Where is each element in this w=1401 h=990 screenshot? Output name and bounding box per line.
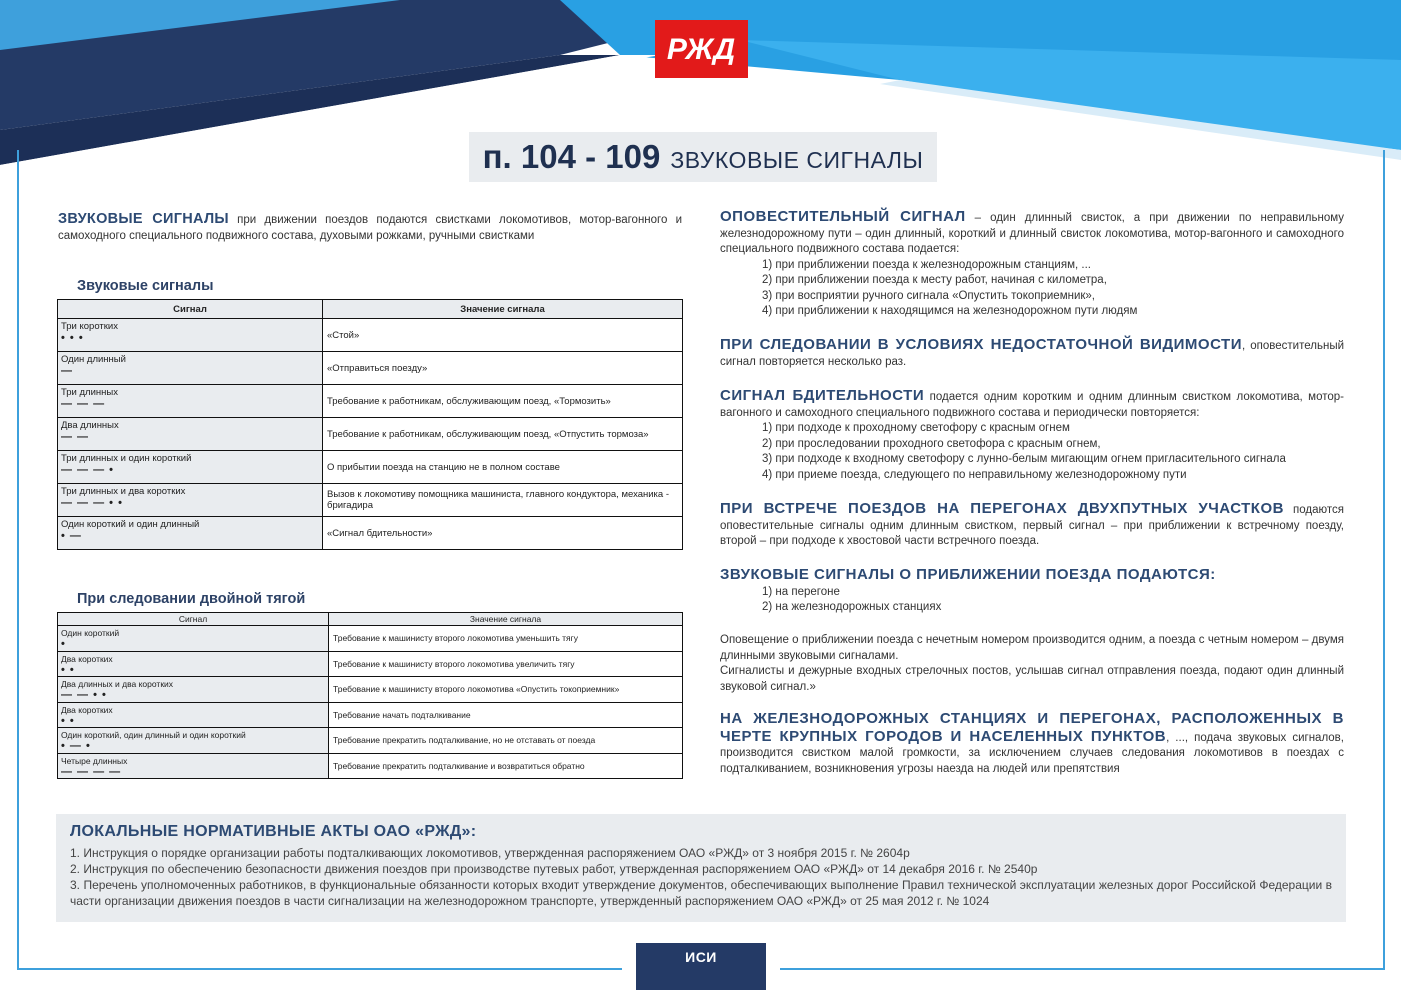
signal-cell [58,677,329,703]
signal-cell [58,702,329,728]
signal-name: Два коротких [61,704,113,715]
signal-name: Один короткий [61,628,120,638]
cities-lead: НА ЖЕЛЕЗНОДОРОЖНЫХ СТАНЦИЯХ И ПЕРЕГОНАХ, РАСПОЛОЖЕННЫХ В ЧЕРТЕ КРУПНЫХ ГОРОДОВ И НАСЕЛЕННЫХ ПУНКТОВ [720,710,1344,745]
signal-cell [58,517,323,550]
signal-name: Два коротких [61,653,113,664]
frame-right [1383,150,1385,970]
intro-paragraph [58,211,682,244]
notice-paragraph-2: Сигналисты и дежурные входных стрелочных постов, услышав сигнал отправления поезда, подают один длинный звуковой сигнал.» [720,665,1344,693]
local-act-item: 3. Перечень уполномоченных работников, в функциональные обязанности которых входит утверждение документов, обеспечивающих выполнение Правил технической эксплуатации железных дорог Российской Федерации в части организации движения поездов в части сигнализации на железнодорожном транспорте, утвержденный распоряжением ОАО «РЖД» от 25 мая 2012 г. № 1024 [70,878,1332,908]
meaning-cell: Требование к машинисту второго локомотива уменьшить тягу [329,626,683,652]
signal-name: Три длинных [61,387,118,398]
list-item: 3) при подходе к входному светофору с лунно-белым мигающим огнем пригласительного сигнала [762,453,1286,465]
list-item: 2) на железнодорожных станциях [762,601,942,613]
local-act-item: 2. Инструкция по обеспечению безопасности движения поездов при производстве путевых работ, утвержденная распоряжением ОАО «РЖД» от 14 декабря 2016 г. № 2540р [70,862,1038,876]
meaning-cell: Требование к работникам, обслуживающим поезд, «Тормозить» [323,385,683,418]
meaning-cell: Требование к работникам, обслуживающим поезд, «Отпустить тормоза» [323,418,683,451]
meaning-cell: Требование к машинисту второго локомотива увеличить тягу [329,651,683,677]
approach-section [720,567,1344,616]
table2-body [58,626,683,779]
meaning-cell: О прибытии поезда на станцию не в полном составе [323,451,683,484]
signal-cell [58,352,323,385]
warning-text: – один длинный свисток, а при движении по неправильному железнодорожному пути – один длинный, короткий и длинный свисток локомотива, мотор-вагонного и самоходного специального подвижного состава подается: [720,212,1345,255]
list-item: 2) при приближении поезда к месту работ, начиная с километра, [762,274,1107,286]
list-item: 4) при приеме поезда, следующего по неправильному железнодорожному пути [762,468,1187,481]
list-item: 2) при проследовании проходного светофора с красным огнем, [762,437,1101,450]
table2-header-meaning: Значение сигнала [329,613,683,626]
list-item: 1) на перегоне [762,585,840,598]
frame-bottom-left [17,968,622,970]
local-acts-title: ЛОКАЛЬНЫЕ НОРМАТИВНЫЕ АКТЫ ОАО «РЖД»: [70,823,477,840]
signal-cell [58,451,323,484]
visibility-section [720,337,1344,370]
signal-mark: — — — [61,398,106,410]
signal-name: Два длинных [61,420,119,431]
signal-mark: • • • [61,332,84,344]
table-row [58,319,683,352]
meaning-cell: Требование начать подталкивание [329,702,683,728]
signal-name: Три коротких [61,321,118,332]
rzd-logo-mark [655,20,748,78]
vigilance-text: подается одним коротким и одним длинным свистком локомотива, мотор-вагонного и самоходного специального подвижного состава и периодически повторяется: [720,391,1344,419]
approach-lead: ЗВУКОВЫЕ СИГНАЛЫ О ПРИБЛИЖЕНИИ ПОЕЗДА ПОДАЮТСЯ: [720,566,1216,583]
signal-cell [58,319,323,352]
table-row [58,451,683,484]
rzd-logo [655,20,748,78]
table-row [58,728,683,754]
meaning-cell: «Стой» [323,319,683,352]
table1-header-signal: Сигнал [58,300,323,319]
cities-section [720,711,1344,777]
intro-text: при движении поездов подаются свистками локомотивов, мотор-вагонного и самоходного специального подвижного состава, духовыми рожками, ручными свистками [58,214,682,242]
warning-list [720,258,1344,320]
table-row [58,418,683,451]
list-item: 1) при подходе к проходному светофору с красным огнем [762,422,1070,434]
signal-cell [58,728,329,754]
table-row [58,484,683,517]
table-row [58,517,683,550]
rzd-logo-text: РЖД [666,33,736,66]
sound-signals-table [57,299,683,550]
signal-mark: — — — • • [61,497,123,509]
signal-mark: — [61,365,73,377]
local-acts-box [56,814,1346,922]
table-row [58,385,683,418]
frame-bottom-right [780,968,1385,970]
signal-name: Два длинных и два коротких [61,679,174,689]
signal-name: Один длинный [61,354,126,365]
visibility-lead: ПРИ СЛЕДОВАНИИ В УСЛОВИЯХ НЕДОСТАТОЧНОЙ ВИДИМОСТИ [720,336,1243,353]
signal-cell [58,385,323,418]
signal-name: Один короткий и один длинный [61,519,200,530]
table1-body [58,319,683,550]
meeting-section [720,501,1344,550]
signal-mark: • [61,638,66,650]
table1-title: Звуковые сигналы [77,278,214,294]
signal-cell [58,753,329,779]
table2-title: При следовании двойной тягой [77,591,306,607]
meaning-cell: Вызов к локомотиву помощника машиниста, главного кондуктора, механика - бригадира [323,484,683,517]
signal-name: Четыре длинных [61,755,128,766]
vigilance-lead: СИГНАЛ БДИТЕЛЬНОСТИ [720,387,925,404]
vigilance-section [720,388,1344,483]
visibility-text: , оповестительный сигнал повторяется несколько раз. [720,340,1345,368]
table-row [58,753,683,779]
frame-left [17,150,19,970]
warning-signal-section [720,209,1344,320]
signal-name: Три длинных и один короткий [61,453,192,464]
meaning-cell: Требование к машинисту второго локомотива «Опустить токоприемник» [329,677,683,703]
signal-cell [58,651,329,677]
intro-lead: ЗВУКОВЫЕ СИГНАЛЫ [58,211,229,227]
meaning-cell: Требование прекратить подталкивание и возвратиться обратно [329,753,683,779]
warning-lead: ОПОВЕСТИТЕЛЬНЫЙ СИГНАЛ [720,208,966,225]
table-row [58,651,683,677]
signal-mark: • • [61,714,75,727]
double-traction-table [57,612,683,779]
approach-list [720,585,1344,616]
signal-mark: — — • • [61,689,107,701]
signal-name: Один короткий, один длинный и один короткий [61,730,246,740]
signal-mark: — — [61,431,90,443]
signal-cell [58,418,323,451]
meaning-cell: «Сигнал бдительности» [323,517,683,550]
title-number: п. 104 - 109 [482,138,661,175]
footer-tab-isi: ИСИ [636,943,766,990]
cities-text: , ..., подача звуковых сигналов, производится свистком малой громкости, за исключением случаев следования локомотивов в поездах с подталкиванием, возникновения угрозы наезда на людей или препятствия [720,731,1344,775]
notice-paragraph-1: Оповещение о приближении поезда с нечетным номером производится одним, а поезда с четным номером – двумя длинными звуковыми сигналами. [720,634,1344,662]
signal-mark: — — — • [61,464,115,476]
table-row [58,626,683,652]
table1-header-meaning: Значение сигнала [323,300,683,319]
local-act-item: 1. Инструкция о порядке организации работы подталкивающих локомотивов, утвержденная распоряжением ОАО «РЖД» от 3 ноября 2015 г. № 2604р [70,846,910,860]
meeting-text: подаются оповестительные сигналы одним длинным свистком, первый сигнал – при приближении к встречному поезду, второй – при подходе к хвостовой части встречного поезда. [720,504,1344,547]
vigilance-list [720,421,1344,483]
list-item: 1) при приближении поезда к железнодорожным станциям, ... [762,258,1091,271]
signal-cell [58,484,323,517]
list-item: 4) при приближении к находящимся на железнодорожном пути людям [762,305,1138,317]
signal-mark: — — — — [61,765,122,778]
meaning-cell: «Отправиться поезду» [323,352,683,385]
signal-mark: • • [61,663,75,676]
signal-cell [58,626,329,652]
signal-name: Три длинных и два коротких [61,486,186,497]
title-text: ЗВУКОВЫЕ СИГНАЛЫ [670,147,924,173]
signal-mark: • — • [61,740,91,752]
table2-header-signal: Сигнал [58,613,329,626]
table-row [58,702,683,728]
notice-section [720,633,1344,695]
signal-mark: • — [61,530,82,542]
page-title [469,132,937,182]
meaning-cell: Требование прекратить подталкивание, но не отставать от поезда [329,728,683,754]
table-row [58,352,683,385]
list-item: 3) при восприятии ручного сигнала «Опустить токоприемник», [762,289,1095,302]
meeting-lead: ПРИ ВСТРЕЧЕ ПОЕЗДОВ НА ПЕРЕГОНАХ ДВУХПУТНЫХ УЧАСТКОВ [720,500,1284,517]
table-row [58,677,683,703]
